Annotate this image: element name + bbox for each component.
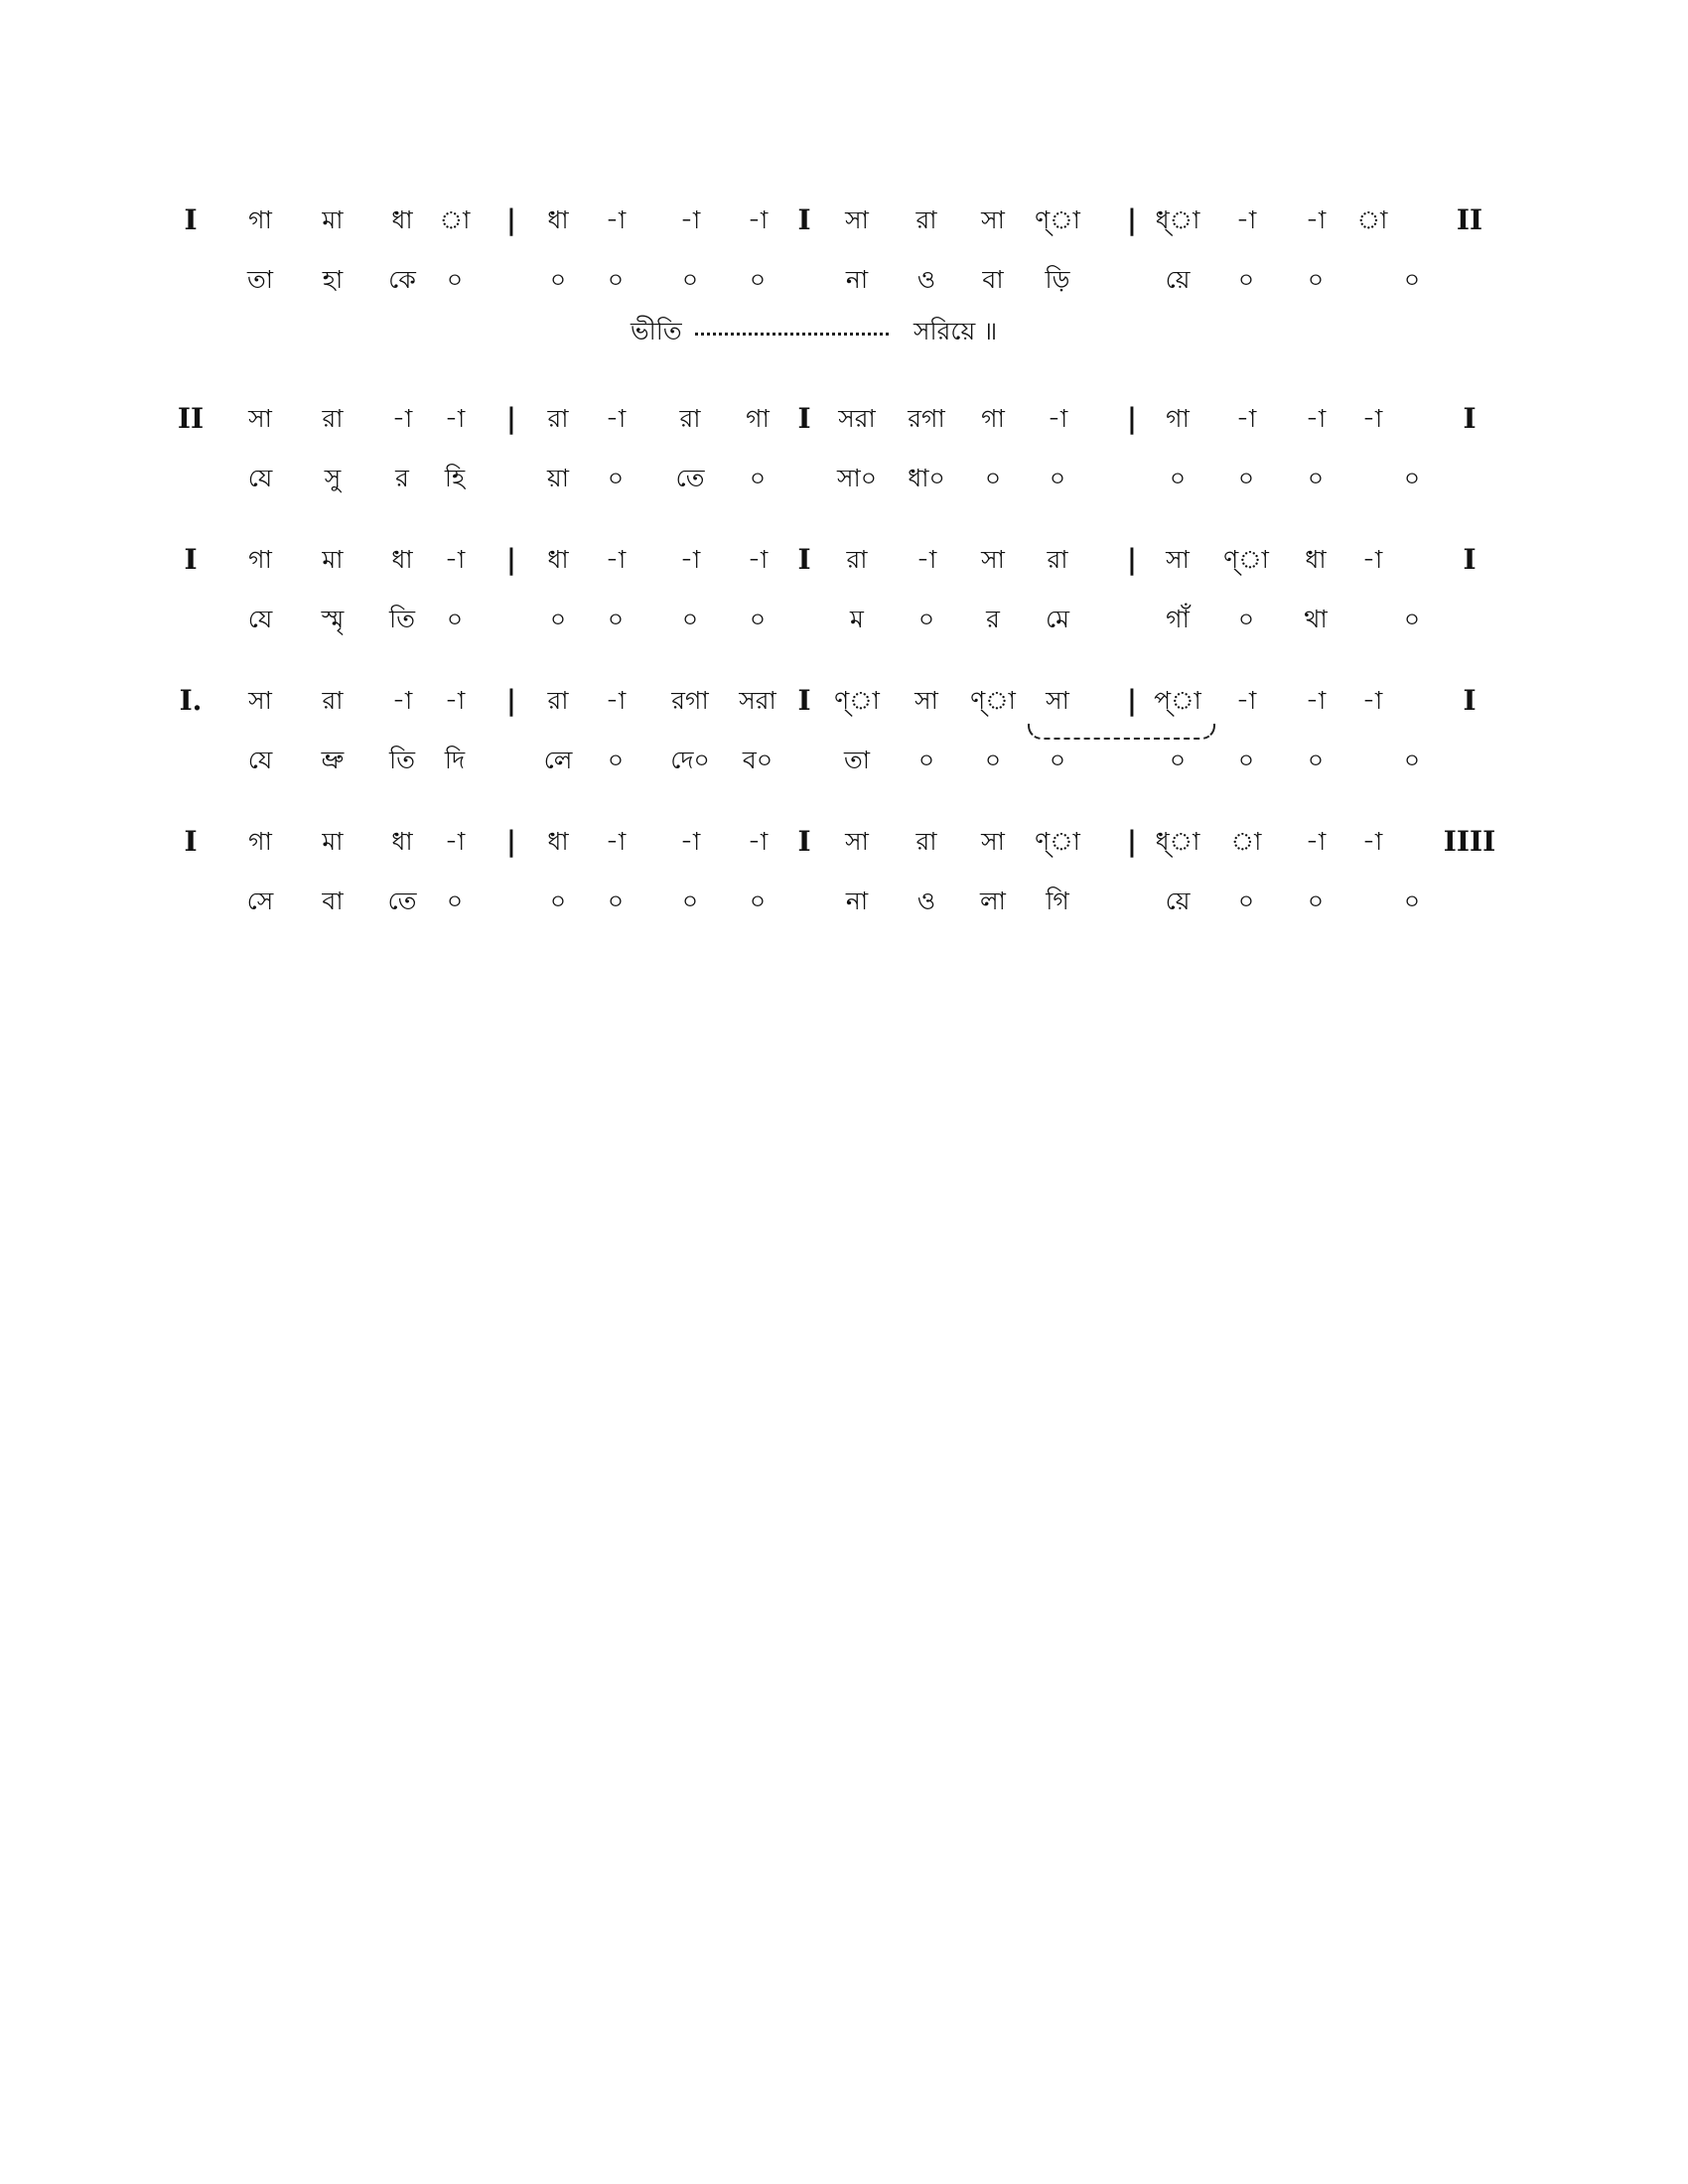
- lyric-syllable: ০: [749, 464, 767, 492]
- notation-block-4: [179, 684, 1499, 795]
- lyric-syllable: য়ে: [1165, 265, 1191, 294]
- bar-mark: |: [1126, 825, 1138, 858]
- lyric-syllable: তে: [387, 887, 417, 915]
- lyric-syllable: ও: [916, 887, 936, 915]
- bar-mark: |: [1126, 402, 1138, 435]
- swara-note: -া: [1235, 205, 1257, 234]
- swara-note: -া: [1235, 404, 1257, 433]
- lyric-syllable: ০: [1049, 746, 1066, 774]
- lyric-syllable: ০: [1237, 746, 1255, 774]
- swara-note: -া: [915, 545, 937, 574]
- swara-note: া: [1356, 205, 1388, 234]
- bar-mark: I: [184, 543, 198, 576]
- swara-line: [179, 204, 1499, 263]
- bar-mark: I: [797, 684, 811, 717]
- lyric-line: [179, 885, 1499, 936]
- lyric-syllable: ০: [1403, 887, 1421, 915]
- lyric-syllable: ০: [549, 265, 567, 294]
- lyric-syllable: সে: [246, 887, 274, 915]
- lyric-syllable: লে: [543, 746, 573, 774]
- bar-mark: |: [1126, 204, 1138, 236]
- lyric-syllable: ০: [917, 746, 935, 774]
- lyric-syllable: ০: [1169, 746, 1187, 774]
- lyric-syllable: না: [845, 265, 869, 294]
- bar-mark: IIII: [1443, 825, 1496, 858]
- lyric-syllable: ০: [607, 887, 625, 915]
- lyric-syllable: তা: [843, 746, 871, 774]
- swara-note: সা: [981, 545, 1005, 574]
- swara-note: -া: [1305, 404, 1327, 433]
- swara-note: -া: [1361, 404, 1383, 433]
- swara-note: রা: [322, 404, 344, 433]
- swara-note: -া: [1047, 404, 1068, 433]
- slur-mark: [1028, 724, 1215, 740]
- swara-note: ধা: [391, 827, 413, 856]
- lyric-syllable: সু: [324, 464, 342, 492]
- swara-note: -া: [747, 545, 769, 574]
- swara-note: ধ্া: [1155, 205, 1200, 234]
- swara-note: রা: [915, 827, 937, 856]
- lyric-syllable: ০: [917, 605, 935, 633]
- lyric-syllable: ০: [749, 605, 767, 633]
- lyric-syllable: বা: [982, 265, 1004, 294]
- lyric-syllable: তে: [675, 464, 705, 492]
- swara-note: সা: [845, 827, 869, 856]
- swara-note: -া: [1305, 827, 1327, 856]
- swara-note: -া: [605, 545, 627, 574]
- swara-note: গা: [746, 404, 770, 433]
- lyric-syllable: ভ্রু: [321, 746, 345, 774]
- bar-mark: I: [1463, 684, 1477, 717]
- swara-line: [179, 543, 1499, 603]
- swara-note: সরা: [838, 404, 876, 433]
- lyric-syllable: যে: [247, 464, 273, 492]
- lyric-syllable: ব০: [742, 746, 774, 774]
- bar-mark: |: [505, 825, 517, 858]
- swara-note: রা: [547, 686, 569, 715]
- lyric-syllable: ০: [446, 887, 464, 915]
- swara-note: গা: [248, 827, 272, 856]
- swara-note: সরা: [739, 686, 776, 715]
- lyric-syllable: র: [395, 464, 409, 492]
- bar-mark: |: [1126, 684, 1138, 717]
- bar-mark: I: [797, 825, 811, 858]
- swara-line: [179, 684, 1499, 744]
- lyric-syllable: সা০: [836, 464, 878, 492]
- lyric-syllable: ০: [1403, 265, 1421, 294]
- swara-note: -া: [605, 205, 627, 234]
- notation-block-1: [179, 204, 1499, 372]
- swara-note: ধা: [547, 827, 569, 856]
- swara-note: -া: [747, 205, 769, 234]
- swara-note: -া: [1361, 686, 1383, 715]
- bar-mark: I: [1463, 402, 1477, 435]
- swara-note: সা: [845, 205, 869, 234]
- lyric-syllable: ০: [984, 746, 1002, 774]
- lyric-syllable: ০: [1237, 464, 1255, 492]
- lyric-syllable: কে: [388, 265, 416, 294]
- lyric-syllable: মে: [1045, 605, 1070, 633]
- swara-note: -া: [679, 205, 701, 234]
- swara-note: -া: [605, 686, 627, 715]
- swara-note: গা: [248, 205, 272, 234]
- swara-note: ণ্া: [1035, 827, 1080, 856]
- swara-note: রা: [547, 404, 569, 433]
- bar-mark: |: [505, 402, 517, 435]
- swara-note: -া: [679, 827, 701, 856]
- lyric-syllable: যে: [247, 605, 273, 633]
- lyric-syllable: ০: [446, 605, 464, 633]
- lyric-syllable: গাঁ: [1166, 605, 1190, 633]
- lyric-syllable: ম: [850, 605, 864, 633]
- swara-note: রা: [679, 404, 701, 433]
- swara-note: -া: [444, 686, 466, 715]
- lyric-syllable: দে০: [670, 746, 710, 774]
- lyric-syllable: য়া: [547, 464, 569, 492]
- swara-note: রা: [915, 205, 937, 234]
- swara-line: [179, 402, 1499, 462]
- lyric-syllable: হি: [444, 464, 466, 492]
- swara-note: ণ্া: [834, 686, 880, 715]
- bar-mark: |: [505, 204, 517, 236]
- bar-mark: II: [177, 402, 205, 435]
- lyric-syllable: ০: [446, 265, 464, 294]
- swara-line: [179, 825, 1499, 885]
- swara-note: -া: [605, 404, 627, 433]
- swara-note: মা: [322, 827, 344, 856]
- bar-mark: I: [797, 204, 811, 236]
- swara-note: সা: [914, 686, 938, 715]
- swara-note: সা: [248, 404, 272, 433]
- interlude-right: সরিয়ে ॥: [914, 317, 998, 345]
- lyric-syllable: ০: [681, 265, 699, 294]
- dotted-leader: [695, 333, 889, 336]
- swara-note: -া: [1305, 205, 1327, 234]
- lyric-syllable: ০: [607, 605, 625, 633]
- swara-note: রা: [1047, 545, 1068, 574]
- lyric-syllable: ০: [1307, 887, 1325, 915]
- swara-note: -া: [444, 545, 466, 574]
- lyric-syllable: ০: [1403, 746, 1421, 774]
- bar-mark: |: [505, 543, 517, 576]
- swara-note: -া: [444, 827, 466, 856]
- lyric-syllable: ০: [1169, 464, 1187, 492]
- lyric-syllable: স্মৃ: [321, 605, 345, 633]
- notation-block-2: [179, 402, 1499, 513]
- lyric-syllable: য়ে: [1165, 887, 1191, 915]
- lyric-syllable: গি: [1046, 887, 1069, 915]
- interlude-left: ভীতি: [631, 317, 682, 345]
- swara-note: গা: [248, 545, 272, 574]
- lyric-syllable: ০: [549, 605, 567, 633]
- swara-note: ণ্া: [1223, 545, 1269, 574]
- lyric-syllable: ও: [916, 265, 936, 294]
- swara-note: সা: [981, 205, 1005, 234]
- swara-note: ধা: [391, 545, 413, 574]
- lyric-syllable: হা: [322, 265, 344, 294]
- swara-note: -া: [1361, 827, 1383, 856]
- lyric-syllable: ০: [749, 887, 767, 915]
- notation-block-3: [179, 543, 1499, 654]
- lyric-syllable: ০: [607, 746, 625, 774]
- lyric-syllable: ০: [1307, 464, 1325, 492]
- bar-mark: II: [1456, 204, 1483, 236]
- lyric-syllable: ০: [1237, 265, 1255, 294]
- bar-mark: I: [184, 204, 198, 236]
- swara-note: -া: [605, 827, 627, 856]
- swara-note: ধা: [547, 545, 569, 574]
- lyric-syllable: ০: [549, 887, 567, 915]
- lyric-syllable: ড়ি: [1045, 265, 1070, 294]
- notation-sheet: [179, 204, 1499, 966]
- lyric-line: [179, 744, 1499, 795]
- lyric-syllable: ধা০: [908, 464, 945, 492]
- swara-note: ধ্া: [1155, 827, 1200, 856]
- swara-note: -া: [679, 545, 701, 574]
- swara-note: া: [439, 205, 471, 234]
- swara-note: সা: [248, 686, 272, 715]
- lyric-syllable: তি: [389, 605, 415, 633]
- lyric-syllable: ০: [681, 605, 699, 633]
- swara-note: -া: [444, 404, 466, 433]
- swara-note: ণ্া: [1035, 205, 1080, 234]
- swara-note: রগা: [908, 404, 945, 433]
- swara-note: -া: [1361, 545, 1383, 574]
- lyric-syllable: ০: [1237, 887, 1255, 915]
- lyric-syllable: ০: [1403, 605, 1421, 633]
- swara-note: -া: [391, 686, 413, 715]
- swara-note: ণ্া: [970, 686, 1016, 715]
- swara-note: রা: [846, 545, 868, 574]
- lyric-syllable: ০: [1049, 464, 1066, 492]
- lyric-line: [179, 603, 1499, 654]
- lyric-syllable: ০: [607, 265, 625, 294]
- swara-note: -া: [747, 827, 769, 856]
- notation-block-5: [179, 825, 1499, 936]
- lyric-syllable: থা: [1304, 605, 1328, 633]
- lyric-syllable: ০: [1237, 605, 1255, 633]
- swara-note: মা: [322, 545, 344, 574]
- swara-note: প্া: [1154, 686, 1201, 715]
- lyric-syllable: বা: [322, 887, 344, 915]
- swara-note: রগা: [671, 686, 709, 715]
- lyric-syllable: ০: [607, 464, 625, 492]
- swara-note: -া: [1305, 686, 1327, 715]
- lyric-syllable: ০: [681, 887, 699, 915]
- lyric-syllable: দি: [444, 746, 466, 774]
- lyric-syllable: ০: [749, 265, 767, 294]
- lyric-syllable: তি: [389, 746, 415, 774]
- bar-mark: I.: [179, 684, 203, 717]
- lyric-syllable: তা: [246, 265, 274, 294]
- lyric-syllable: র: [986, 605, 1000, 633]
- swara-note: -া: [1235, 686, 1257, 715]
- bar-mark: I: [797, 402, 811, 435]
- swara-note: ধা: [1305, 545, 1327, 574]
- swara-note: গা: [1166, 404, 1190, 433]
- swara-note: -া: [391, 404, 413, 433]
- bar-mark: I: [184, 825, 198, 858]
- swara-note: সা: [1166, 545, 1190, 574]
- swara-note: গা: [981, 404, 1005, 433]
- bar-mark: |: [505, 684, 517, 717]
- bar-mark: I: [797, 543, 811, 576]
- lyric-syllable: যে: [247, 746, 273, 774]
- lyric-syllable: ০: [1307, 746, 1325, 774]
- swara-note: া: [1230, 827, 1262, 856]
- swara-note: সা: [981, 827, 1005, 856]
- swara-note: সা: [1046, 686, 1069, 715]
- lyric-syllable: লা: [980, 887, 1006, 915]
- bar-mark: I: [1463, 543, 1477, 576]
- swara-note: মা: [322, 205, 344, 234]
- swara-note: রা: [322, 686, 344, 715]
- lyric-syllable: ০: [1307, 265, 1325, 294]
- swara-note: ধা: [391, 205, 413, 234]
- lyric-syllable: ০: [1403, 464, 1421, 492]
- lyric-syllable: না: [845, 887, 869, 915]
- swara-note: ধা: [547, 205, 569, 234]
- lyric-line: [179, 462, 1499, 513]
- bar-mark: |: [1126, 543, 1138, 576]
- interlude-line: [179, 315, 1499, 372]
- lyric-syllable: ০: [984, 464, 1002, 492]
- lyric-line: [179, 263, 1499, 315]
